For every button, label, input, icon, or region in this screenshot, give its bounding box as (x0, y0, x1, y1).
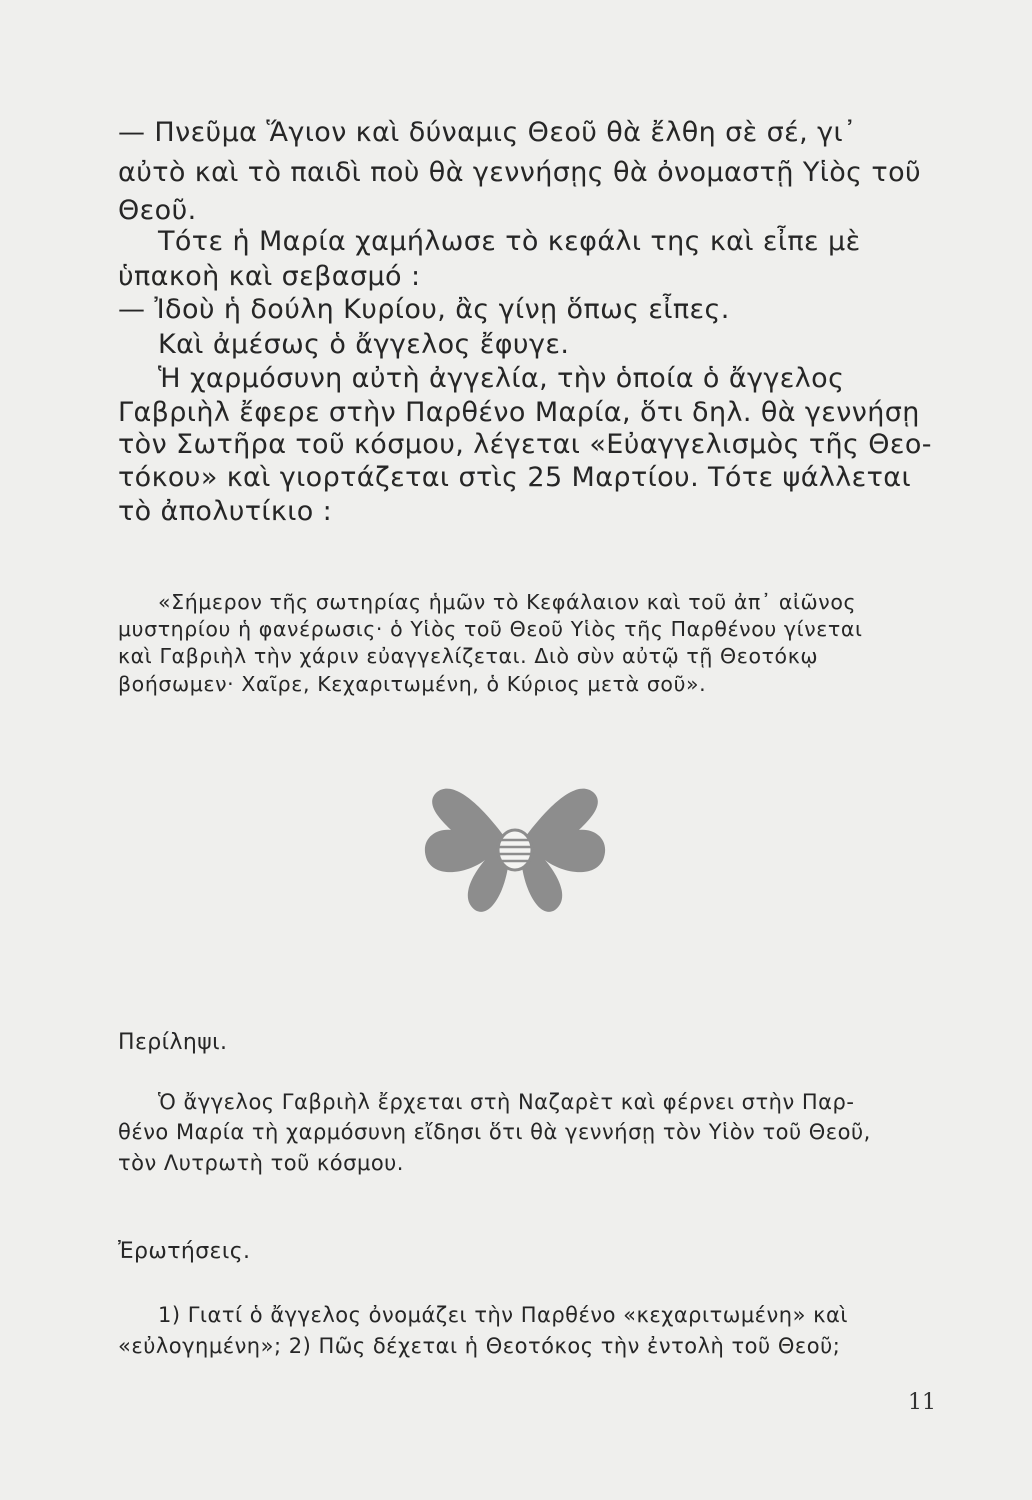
bow-ornament-icon (415, 770, 615, 920)
summary-line: θένο Μαρία τὴ χαρμόσυνη εἴδησι ὅτι θὰ γεννήσῃ τὸν Υἱὸν τοῦ Θεοῦ, (118, 1120, 871, 1144)
main-text-line: Θεοῦ. (118, 195, 197, 226)
main-text-line: Γαβριὴλ ἔφερε στὴν Παρθένο Μαρία, ὅτι δηλ. θὰ γεννήσῃ (118, 397, 920, 428)
apolytikion-line: μυστηρίου ἡ φανέρωσις· ὁ Υἱὸς τοῦ Θεοῦ Υἱὸς τῆς Παρθένου γίνεται (118, 617, 863, 641)
summary-line: Ὁ ἄγγελος Γαβριὴλ ἔρχεται στὴ Ναζαρὲτ καὶ φέρνει στὴν Παρ- (158, 1090, 855, 1114)
main-text-line: Τότε ἡ Μαρία χαμήλωσε τὸ κεφάλι της καὶ εἶπε μὲ (158, 226, 861, 257)
apolytikion-line: καὶ Γαβριὴλ τὴν χάριν εὐαγγελίζεται. Διὸ σὺν αὐτῷ τῇ Θεοτόκῳ (118, 644, 819, 668)
main-text-line: τὸ ἀπολυτίκιο : (118, 496, 333, 527)
main-text-line: Ἡ χαρμόσυνη αὐτὴ ἀγγελία, τὴν ὁποία ὁ ἄγγελος (158, 363, 845, 394)
apolytikion-line: βοήσωμεν· Χαῖρε, Κεχαριτωμένη, ὁ Κύριος μετὰ σοῦ». (118, 672, 707, 696)
main-text-line: αὐτὸ καὶ τὸ παιδὶ ποὺ θὰ γεννήσῃς θὰ ὀνομαστῇ Υἱὸς τοῦ (118, 157, 922, 188)
question-line: «εὐλογημένη»; 2) Πῶς δέχεται ἡ Θεοτόκος τὴν ἐντολὴ τοῦ Θεοῦ; (118, 1334, 841, 1358)
summary-line: τὸν Λυτρωτὴ τοῦ κόσμου. (118, 1151, 404, 1175)
apolytikion-line: «Σήμερον τῆς σωτηρίας ἡμῶν τὸ Κεφάλαιον καὶ τοῦ ἀπ᾽ αἰῶνος (158, 590, 857, 614)
main-text-line: Καὶ ἀμέσως ὁ ἄγγελος ἔφυγε. (158, 329, 570, 360)
questions-heading: Ἐρωτήσεις. (118, 1239, 251, 1264)
main-text-line: — Ἰδοὺ ἡ δούλη Κυρίου, ἂς γίνῃ ὅπως εἶπες. (118, 294, 730, 325)
main-text-line: — Πνεῦμα Ἅγιον καὶ δύναμις Θεοῦ θὰ ἔλθη σὲ σέ, γι᾽ (118, 117, 857, 148)
main-text-line: τόκου» καὶ γιορτάζεται στὶς 25 Μαρτίου. Τότε ψάλλεται (118, 462, 912, 493)
main-text-line: τὸν Σωτῆρα τοῦ κόσμου, λέγεται «Εὐαγγελισμὸς τῆς Θεο- (118, 429, 932, 460)
summary-heading: Περίληψι. (118, 1030, 228, 1055)
main-text-line: ὑπακοὴ καὶ σεβασμό : (118, 261, 421, 292)
question-line: 1) Γιατί ὁ ἄγγελος ὀνομάζει τὴν Παρθένο «κεχαριτωμένη» καὶ (158, 1303, 848, 1327)
page-number: 11 (908, 1390, 936, 1415)
